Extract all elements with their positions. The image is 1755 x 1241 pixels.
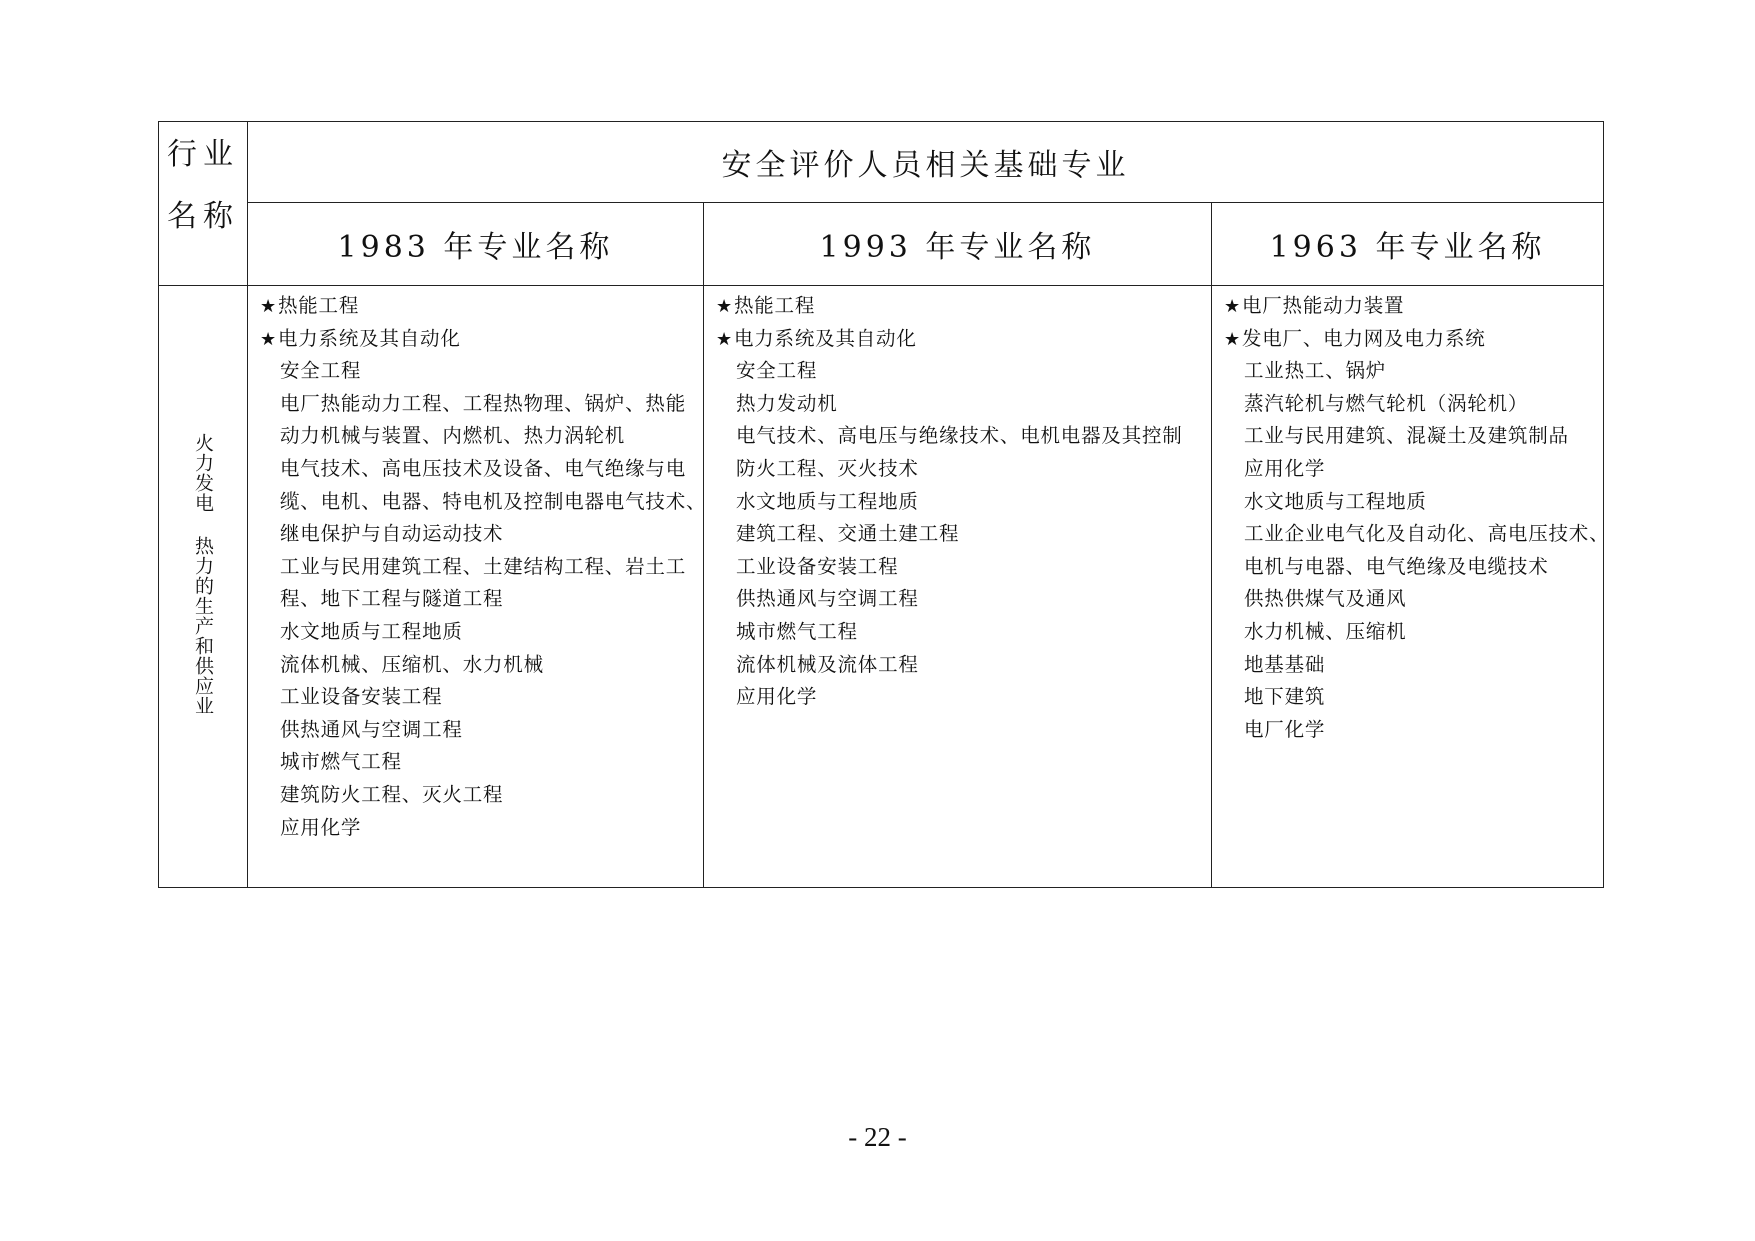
specialty-item: 热力发动机 bbox=[736, 391, 838, 415]
specialty-item: 城市燃气工程 bbox=[736, 619, 858, 643]
specialty-item: 地基基础 bbox=[1244, 652, 1326, 676]
specialty-item: ★ 热能工程 bbox=[716, 290, 1207, 323]
specialty-item: ★ 发电厂、电力网及电力系统 bbox=[1224, 323, 1599, 356]
specialty-list-1993 bbox=[704, 286, 1212, 888]
specialty-item: 继电保护与自动运动技术 bbox=[280, 522, 504, 546]
specialty-item: ★ 电厂热能动力装置 bbox=[1224, 290, 1599, 323]
specialty-item: 应用化学 bbox=[736, 685, 818, 709]
page-number: - 22 - bbox=[848, 1122, 907, 1152]
group-header: 安全评价人员相关基础专业 bbox=[248, 122, 1604, 203]
specialty-item: 流体机械及流体工程 bbox=[736, 652, 919, 676]
specialty-item: 动力机械与装置、内燃机、热力涡轮机 bbox=[280, 424, 626, 448]
year-header-1963: 1963 年专业名称 bbox=[1212, 203, 1604, 286]
specialty-item: 缆、电机、电器、特电机及控制电器电气技术、 bbox=[280, 489, 707, 513]
year-header-1983: 1983 年专业名称 bbox=[248, 203, 704, 286]
specialty-list-1963 bbox=[1212, 286, 1610, 888]
specialty-item: 蒸汽轮机与燃气轮机（涡轮机） bbox=[1244, 391, 1529, 415]
specialty-item: 地下建筑 bbox=[1244, 685, 1326, 709]
industry-name-cell bbox=[159, 286, 248, 888]
specialty-item: 供热通风与空调工程 bbox=[736, 587, 919, 611]
specialty-item: ★ 电力系统及其自动化 bbox=[260, 323, 699, 356]
specialty-item: 城市燃气工程 bbox=[280, 750, 402, 774]
specialty-table bbox=[158, 121, 1610, 888]
specialty-item: 水力机械、压缩机 bbox=[1244, 619, 1407, 643]
specialty-item: 水文地质与工程地质 bbox=[736, 489, 919, 513]
specialty-item: 工业热工、锅炉 bbox=[1244, 359, 1387, 383]
specialty-item: ★ 热能工程 bbox=[260, 290, 699, 323]
specialty-item: 应用化学 bbox=[280, 815, 362, 839]
specialty-item: 工业与民用建筑、混凝土及建筑制品 bbox=[1244, 424, 1569, 448]
specialty-item: 工业设备安装工程 bbox=[280, 685, 443, 709]
industry-header-line2: 名称 bbox=[167, 199, 239, 234]
industry-name: 火力发电 热力的生产和供应业 bbox=[192, 433, 214, 716]
specialty-item: 水文地质与工程地质 bbox=[1244, 489, 1427, 513]
specialty-item: 电厂化学 bbox=[1244, 717, 1326, 741]
specialty-item: 安全工程 bbox=[736, 359, 818, 383]
specialty-item: 工业设备安装工程 bbox=[736, 554, 899, 578]
specialty-item: 供热供煤气及通风 bbox=[1244, 587, 1407, 611]
industry-header-line1: 行业 bbox=[167, 137, 239, 172]
specialty-item: 电机与电器、电气绝缘及电缆技术 bbox=[1244, 554, 1549, 578]
specialty-item: 电厂热能动力工程、工程热物理、锅炉、热能 bbox=[280, 391, 687, 415]
specialty-item: 建筑防火工程、灭火工程 bbox=[280, 782, 504, 806]
specialty-item: 安全工程 bbox=[280, 359, 362, 383]
specialty-item: 工业与民用建筑工程、土建结构工程、岩土工 bbox=[280, 554, 687, 578]
industry-name-header bbox=[159, 122, 248, 286]
specialty-item: 防火工程、灭火技术 bbox=[736, 456, 919, 480]
specialty-list-1983 bbox=[248, 286, 707, 888]
specialty-item: 水文地质与工程地质 bbox=[280, 619, 463, 643]
specialty-item: 供热通风与空调工程 bbox=[280, 717, 463, 741]
specialty-item: 电气技术、高电压与绝缘技术、电机电器及其控制 bbox=[736, 424, 1183, 448]
year-header-1993: 1993 年专业名称 bbox=[704, 203, 1212, 286]
specialty-item: 程、地下工程与隧道工程 bbox=[280, 587, 504, 611]
specialty-item: ★ 电力系统及其自动化 bbox=[716, 323, 1207, 356]
specialty-item: 应用化学 bbox=[1244, 456, 1326, 480]
specialty-item: 建筑工程、交通土建工程 bbox=[736, 522, 960, 546]
specialty-item: 流体机械、压缩机、水力机械 bbox=[280, 652, 544, 676]
specialty-item: 电气技术、高电压技术及设备、电气绝缘与电 bbox=[280, 456, 687, 480]
specialty-item: 工业企业电气化及自动化、高电压技术、 bbox=[1244, 522, 1610, 546]
